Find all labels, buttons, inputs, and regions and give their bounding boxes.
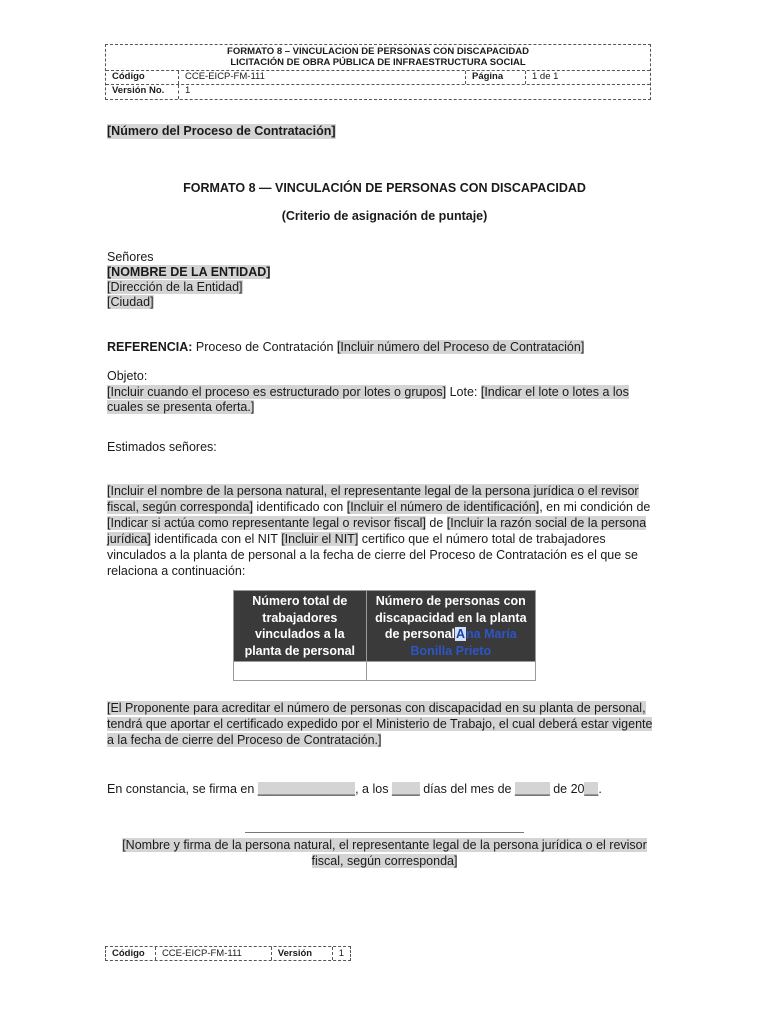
header-pagina-label: Página (466, 71, 526, 84)
constancia-text-5: . (598, 782, 602, 796)
table-header-disability-text: Número de personas con discapacidad en la planta de personal (375, 594, 527, 641)
body-text-nit: identificada con el NIT (150, 532, 282, 546)
body-line-1 (107, 484, 662, 500)
process-number: [Número del Proceso de Contratación] (107, 124, 336, 138)
entity-city: [Ciudad] (107, 295, 154, 309)
table-header-disability-count (366, 591, 535, 662)
header-row-codigo (106, 71, 650, 85)
entity-address: [Dirección de la Entidad] (107, 280, 243, 294)
header-row-version (106, 85, 650, 99)
footer-box (105, 946, 351, 961)
header-codigo-value: CCE-EICP-FM-111 (179, 71, 466, 84)
senores-label: Señores (107, 250, 154, 264)
body-line-6: relaciona a continuación: (107, 564, 246, 578)
header-codigo-label: Código (106, 71, 179, 84)
objeto-lote-label: Lote: (446, 384, 481, 399)
table-header-total-workers: Número total de trabajadores vinculados a la planta de personal (234, 591, 367, 662)
body-text-de: de (425, 516, 447, 530)
note-text-2: tendrá que aportar el certificado expedido por el Ministerio de Trabajo, el cual deberá estar vigente (107, 717, 653, 731)
body-text-identificado: identificado con (252, 500, 347, 514)
signature-block (107, 837, 662, 869)
body-line-3 (107, 516, 662, 532)
signature-text-2: fiscal, según corresponda] (311, 854, 458, 868)
constancia-line (107, 782, 602, 797)
constancia-text-4: de 20 (549, 782, 585, 796)
page-title: FORMATO 8 — VINCULACIÓN DE PERSONAS CON DISCAPACIDAD (183, 181, 586, 195)
footer-version-value: 1 (338, 948, 344, 959)
body-text-condicion: , en mi condición de (539, 500, 651, 514)
reference-line (107, 340, 584, 355)
note-text-3: a la fecha de cierre del Proceso de Contratación.] (107, 733, 382, 747)
header-pagina-value: 1 de 1 (532, 71, 559, 82)
body-placeholder-role: [Indicar si actúa como representante legal o revisor fiscal] (107, 516, 426, 530)
disability-table (233, 590, 536, 681)
table-cell-disability-count[interactable] (366, 662, 535, 681)
header-title-line2: LICITACIÓN DE OBRA PÚBLICA DE INFRAESTRUCTURA SOCIAL (230, 57, 526, 68)
footer-version-label: Versión (272, 947, 333, 960)
body-text-certifico: certifico que el número total de trabajadores (358, 532, 606, 546)
addressee (107, 250, 270, 310)
note-line-3 (107, 733, 662, 749)
body-placeholder-id: [Incluir el número de identificación] (346, 500, 540, 514)
reference-text: Proceso de Contratación (192, 340, 337, 354)
body-placeholder-name: [Incluir el nombre de la persona natural, el representante legal de la persona jurídica o el revisor (107, 484, 639, 498)
constancia-blank-days[interactable]: ____ (391, 782, 420, 796)
entity-name: [NOMBRE DE LA ENTIDAD] (107, 265, 271, 279)
objeto-placeholder-lotes: [Incluir cuando el proceso es estructurado por lotes o grupos] (107, 384, 447, 399)
note-text-1: [El Proponente para acreditar el número de personas con discapacidad en su planta de personal, (107, 701, 646, 715)
signature-line (245, 832, 524, 833)
footer-codigo-label: Código (106, 947, 156, 960)
body-placeholder-nit: [Incluir el NIT] (281, 532, 359, 546)
text-cursor[interactable]: A (456, 627, 466, 641)
body-line-2 (107, 500, 662, 516)
constancia-text-1: En constancia, se firma en (107, 782, 258, 796)
objeto-placeholder-lote-a: [Indicar el lote o lotes a los (480, 384, 629, 399)
body-placeholder-fiscal: fiscal, según corresponda] (107, 500, 253, 514)
page-subtitle: (Criterio de asignación de puntaje) (281, 209, 488, 223)
table-row (234, 662, 536, 681)
objeto-placeholder-lote-b: cuales se presenta oferta.] (107, 400, 255, 414)
constancia-blank-month[interactable]: _____ (514, 782, 550, 796)
reference-label: REFERENCIA: (107, 340, 193, 354)
header-box (105, 44, 651, 100)
constancia-text-2: , a los (355, 782, 392, 796)
note-line-2 (107, 717, 662, 733)
ghost-author-text: na María Bonilla Prieto (410, 627, 517, 658)
reference-placeholder: [Incluir número del Proceso de Contratación] (336, 340, 585, 354)
header-version-value: 1 (185, 85, 191, 96)
body-placeholder-razon: [Incluir la razón social de la persona (446, 516, 647, 530)
header-title-line1: FORMATO 8 – VINCULACION DE PERSONAS CON DISCAPACIDAD (227, 46, 529, 57)
note-line-1 (107, 701, 662, 717)
objeto-block (107, 369, 662, 416)
signature-text-1: [Nombre y firma de la persona natural, el representante legal de la persona jurídica o el revisor (122, 838, 647, 852)
footer-codigo-value: CCE-EICP-FM-111 (156, 947, 272, 960)
constancia-blank-place[interactable]: ______________ (257, 782, 356, 796)
greeting: Estimados señores: (107, 440, 217, 454)
header-version-label: Versión No. (106, 85, 179, 99)
body-placeholder-juridica: jurídica] (107, 532, 151, 546)
objeto-label: Objeto: (107, 369, 148, 383)
body-line-4 (107, 532, 662, 548)
body-line-5: vinculados a la planta de personal a la fecha de cierre del Proceso de Contratación es el que se (107, 548, 638, 562)
constancia-blank-year[interactable]: __ (584, 782, 599, 796)
table-cell-total-workers[interactable] (234, 662, 367, 681)
constancia-text-3: días del mes de (419, 782, 515, 796)
header-title (106, 45, 650, 71)
